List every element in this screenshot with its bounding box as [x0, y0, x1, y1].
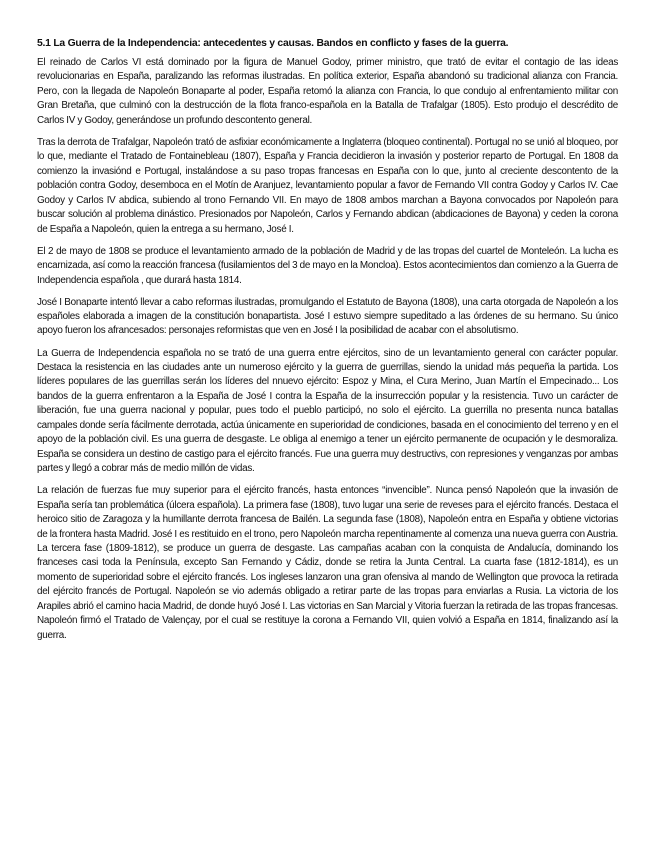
paragraph-jose-bonaparte: José I Bonaparte intentó llevar a cabo reformas ilustradas, promulgando el Estatuto de Bayona (1808), una carta otorgada de Napoleón a los españoles elaborada a imagen de la constitución bonapartista. José I estuvo siempre supeditado a las órdenes de su hermano. Su único apoyo fueron los afrancesados: personajes reformistas que ven en José I la posibilidad de acabar con el absolutismo.: [37, 296, 618, 337]
section-heading: 5.1 La Guerra de la Independencia: antecedentes y causas. Bandos en conflicto y fases de la guerra.: [37, 38, 509, 49]
paragraph-guerrilla-war: La Guerra de Independencia española no se trató de una guerra entre ejércitos, sino de un levantamiento general con carácter popular. Destaca la resistencia en las ciudades ante un numeroso ejército y la guerra de guerrillas, siendo la unidad más pequeña la partida. Los líderes populares de las guerrillas serán los líderes del nnuevo ejército: Espoz y Mina, el Cura Merino, Juan Martín el Empecinado... Los bandos de la guerra enfrentaron a la España de José I contra la España de la insurrección popular y la resistencia. Tuvo un carácter de liberación, fue una guerra nacional y popular, pues todo el pueblo participó, no solo el ejército. La guerrilla no presenta nunca batallas campales donde sería fácilmente derrotada, actúa únicamente en superioridad de condiciones, basada en el conocimiento del terreno y en el apoyo de la población civil. Es una guerra de desgaste. Le obliga al enemigo a tener un ejército permanente de ocupación y le desmoraliza. España se considera un destino de castigo para el ejército francés. Fue una guerra muy destructivs, con represiones y venganzas por ambas partes y llegó a cobrar más de medio millón de vidas.: [37, 347, 618, 475]
document-page: [37, 36, 618, 651]
paragraph-dos-de-mayo: El 2 de mayo de 1808 se produce el levantamiento armado de la población de Madrid y de las tropas del cuartel de Monteleón. La lucha es encarnizada, así como la reacción francesa (fusilamientos del 3 de mayo en la Moncloa). Estos acontecimientos dan comienzo a la Guerra de Independencia española , que durará hasta 1814.: [37, 245, 618, 286]
paragraph-bayona-abdications: Tras la derrota de Trafalgar, Napoleón trató de asfixiar económicamente a Inglaterra (bloqueo continental). Portugal no se unió al bloqueo, por lo que, mediante el Tratado de Fontainebleau (1807), España y Francia decidieron la invasión y posterior reparto de Portugal. En 1808 da comienzo la invasiónd e Portugal, instalándose a su paso tropas francesas en España con lo que, junto al creciente descontento de la población contra Godoy, desemboca en el Motín de Aranjuez, levantamiento popular a favor de Fernando VII contra Godoy y Carlos IV. Cae Godoy y Carlos IV abdica, subiendo al trono Fernando VII. En mayo de 1808 ambos marchan a Bayona convocados por Napoleón para buscar solución al problema dinástico. Presionados por Napoleón, Carlos y Fernando abdican (abdicaciones de Bayona) y ceden la corona de España a Napoleón, quien la entrega a su hermano, José I.: [37, 136, 618, 235]
paragraph-godoy-reign: El reinado de Carlos VI está dominado por la figura de Manuel Godoy, primer ministro, que trató de evitar el contagio de las ideas revolucionarias en España, paralizando las reformas ilustradas. En política exterior, España abandonó su tradicional alianza con Francia. Pero, con la llegada de Napoleón Bonaparte al poder, España retomó la alianza con Francia, lo que condujo al enfrentamiento militar con Gran Bretaña, que culminó con la destrucción de la flota franco-española en la Batalla de Trafalgar (1805). Esto produjo el descrédito de Carlos IV y Godoy, generándose un profundo descontento general.: [37, 57, 618, 126]
paragraph-war-phases: La relación de fuerzas fue muy superior para el ejército francés, hasta entonces “invencible”. Nunca pensó Napoleón que la invasión de España sería tan problemática (úlcera española). La primera fase (1808), tuvo lugar una serie de reveses para el ejército francés. Destaca el heroico sitio de Zaragoza y la humillante derrota francesa de Bailén. La segunda fase (1808), Napoleón entra en España y obtiene victorias de la frontera hasta Madrid. José I es restituido en el trono, pero Napoleón marcha repentinamente al comenza una nueva guerra con Austria. La tercera fase (1809-1812), se produce un guerra de desgaste. Las campañas acaban con la conquista de Andalucía, dominando los franceses casi toda la Península, excepto San Fernando y Cádiz, donde se retira la Junta Central. La cuarta fase (1812-1814), es un momento de superioridad sobre el ejército francés. Los ingleses lanzaron una gran ofensiva al mando de Wellington que provoca la retirada del ejército francés de Portugal. Napoleón se vio además obligado a retirar parte de las tropas para enviarlas a Rusia. La victoria de los Arapiles abrió el camino hacia Madrid, de donde huyó José I. Las victorias en San Marcial y Vitoria fuerzan la retirada de las tropas francesas. Napoleón firmó el Tratado de Valençay, por el cual se restituye la corona a Fernando VII, quien volvió a España en 1814, finalizando así la guerra.: [37, 485, 618, 641]
